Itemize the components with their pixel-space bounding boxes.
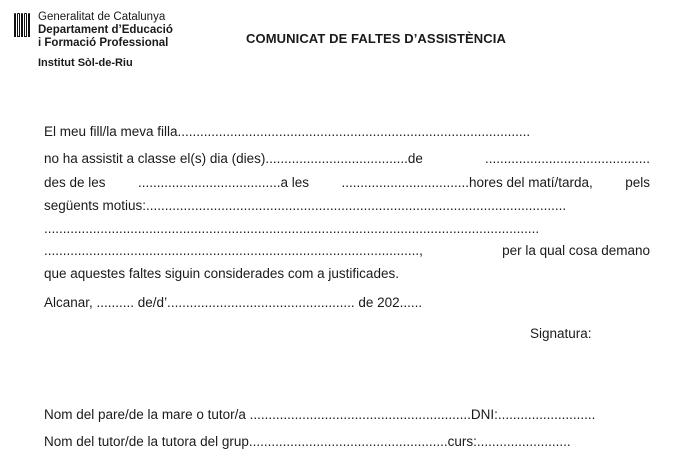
document-title: COMUNICAT DE FALTES D’ASSISTÈNCIA (246, 31, 506, 46)
generalitat-name: Generalitat de Catalunya (38, 11, 166, 23)
child-name-line: El meu fill/la meva filla.............................................................................................. (44, 124, 531, 139)
hours-line (44, 175, 650, 190)
department-line-1: Departament d’Educació (38, 24, 173, 36)
absence-days-text: no ha assistit a classe el(s) dia (dies)......................................de (44, 151, 423, 166)
absence-month-dots: ............................................ (484, 151, 650, 166)
place-date-line: Alcanar, .......... de/d’.................................................. de 202...... (44, 295, 423, 310)
institute-name: Institut Sòl-de-Riu (38, 57, 133, 69)
request-line (44, 243, 650, 258)
request-text: per la qual cosa demano (502, 243, 650, 258)
pels-word: pels (625, 175, 650, 190)
request-dots: ...................................................................................................., (44, 243, 423, 258)
hours-from-label: des de les (44, 175, 106, 190)
reasons-continuation-line: .................................................................................................................................... (44, 221, 540, 236)
absence-days-line (44, 151, 650, 166)
generalitat-logo-icon (14, 13, 30, 37)
parent-name-line: Nom del pare/de la mare o tutor/a ...........................................................DNI:.......................... (44, 407, 596, 422)
department-line-2: i Formació Professional (38, 37, 169, 49)
hours-to-dots: ..................................hores del matí/tarda, (341, 175, 593, 190)
signature-label: Signatura: (530, 326, 592, 341)
tutor-name-line: Nom del tutor/de la tutora del grup.....................................................curs:......................... (44, 434, 571, 449)
justification-line: que aquestes faltes siguin considerades com a justificades. (44, 266, 399, 281)
hours-from-dots: ......................................a les (137, 175, 310, 190)
reasons-line: següents motius:................................................................................................................ (44, 198, 567, 213)
